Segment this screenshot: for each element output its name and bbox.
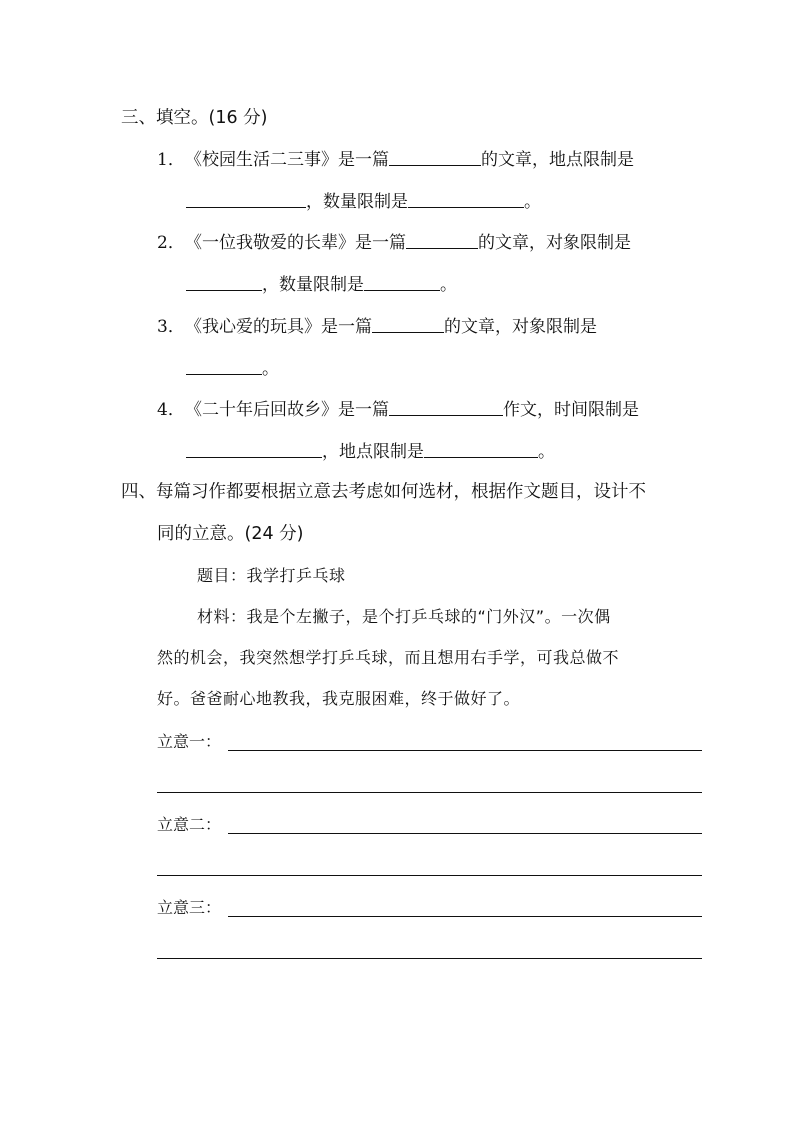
fill-item-1-line1	[157, 150, 634, 170]
item-text: 。	[524, 192, 541, 212]
fill-item-3-line2	[186, 359, 279, 379]
answer-line-3a[interactable]	[228, 916, 702, 917]
blank-quantity-2[interactable]	[364, 276, 440, 291]
blank-object-2[interactable]	[186, 276, 262, 291]
section4-heading-line1: 四、每篇习作都要根据立意去考虑如何选材，根据作文题目，设计不	[121, 482, 646, 502]
item-text: 的文章，对象限制是	[444, 317, 597, 337]
item-text: 《一位我敬爱的长辈》是一篇	[185, 233, 406, 253]
item-text: 。	[538, 442, 555, 462]
item-text: ，数量限制是	[306, 192, 408, 212]
item-text: 。	[262, 359, 279, 379]
item-text: ，地点限制是	[322, 442, 424, 462]
fill-item-4-line1	[157, 400, 639, 420]
item-text: 。	[440, 275, 457, 295]
item-text: 作文，时间限制是	[503, 400, 639, 420]
blank-genre-4[interactable]	[389, 401, 503, 416]
blank-genre-2[interactable]	[406, 234, 478, 249]
fill-item-3-line1	[157, 317, 597, 337]
material-line-1: 材料：我是个左撇子，是个打乒乓球的“门外汉”。一次偶	[197, 607, 611, 626]
item-text: 的文章，对象限制是	[478, 233, 631, 253]
blank-genre-3[interactable]	[372, 318, 444, 333]
fill-item-2-line1	[157, 233, 631, 253]
blank-place-4[interactable]	[424, 443, 538, 458]
blank-genre-1[interactable]	[389, 151, 481, 166]
fill-item-4-line2	[186, 442, 555, 462]
answer-line-2a[interactable]	[228, 833, 702, 834]
answer-line-1b[interactable]	[157, 792, 702, 793]
material-line-3: 好。爸爸耐心地教我，我克服困难，终于做好了。	[157, 689, 521, 708]
blank-time-4[interactable]	[186, 443, 322, 458]
section3-heading: 三、填空。(16 分)	[121, 108, 268, 128]
item-number: 2．	[157, 233, 185, 253]
item-text: 《我心爱的玩具》是一篇	[185, 317, 372, 337]
item-number: 3．	[157, 317, 185, 337]
answer-label-2: 立意二：	[157, 815, 222, 834]
answer-line-2b[interactable]	[157, 875, 702, 876]
answer-label-3: 立意三：	[157, 898, 222, 917]
blank-quantity-1[interactable]	[408, 193, 524, 208]
section4-heading-line2: 同的立意。(24 分)	[157, 524, 304, 544]
material-line-2: 然的机会，我突然想学打乒乓球，而且想用右手学，可我总做不	[157, 648, 620, 667]
fill-item-2-line2	[186, 275, 457, 295]
item-text: 《校园生活二三事》是一篇	[185, 150, 389, 170]
answer-line-1a[interactable]	[228, 750, 702, 751]
item-number: 4．	[157, 400, 185, 420]
answer-label-1: 立意一：	[157, 732, 222, 751]
blank-object-3[interactable]	[186, 360, 262, 375]
item-number: 1．	[157, 150, 185, 170]
blank-place-1[interactable]	[186, 193, 306, 208]
item-text: 《二十年后回故乡》是一篇	[185, 400, 389, 420]
item-text: ，数量限制是	[262, 275, 364, 295]
item-text: 的文章，地点限制是	[481, 150, 634, 170]
answer-line-3b[interactable]	[157, 958, 702, 959]
topic-line: 题目：我学打乒乓球	[197, 566, 346, 585]
fill-item-1-line2	[186, 192, 541, 212]
